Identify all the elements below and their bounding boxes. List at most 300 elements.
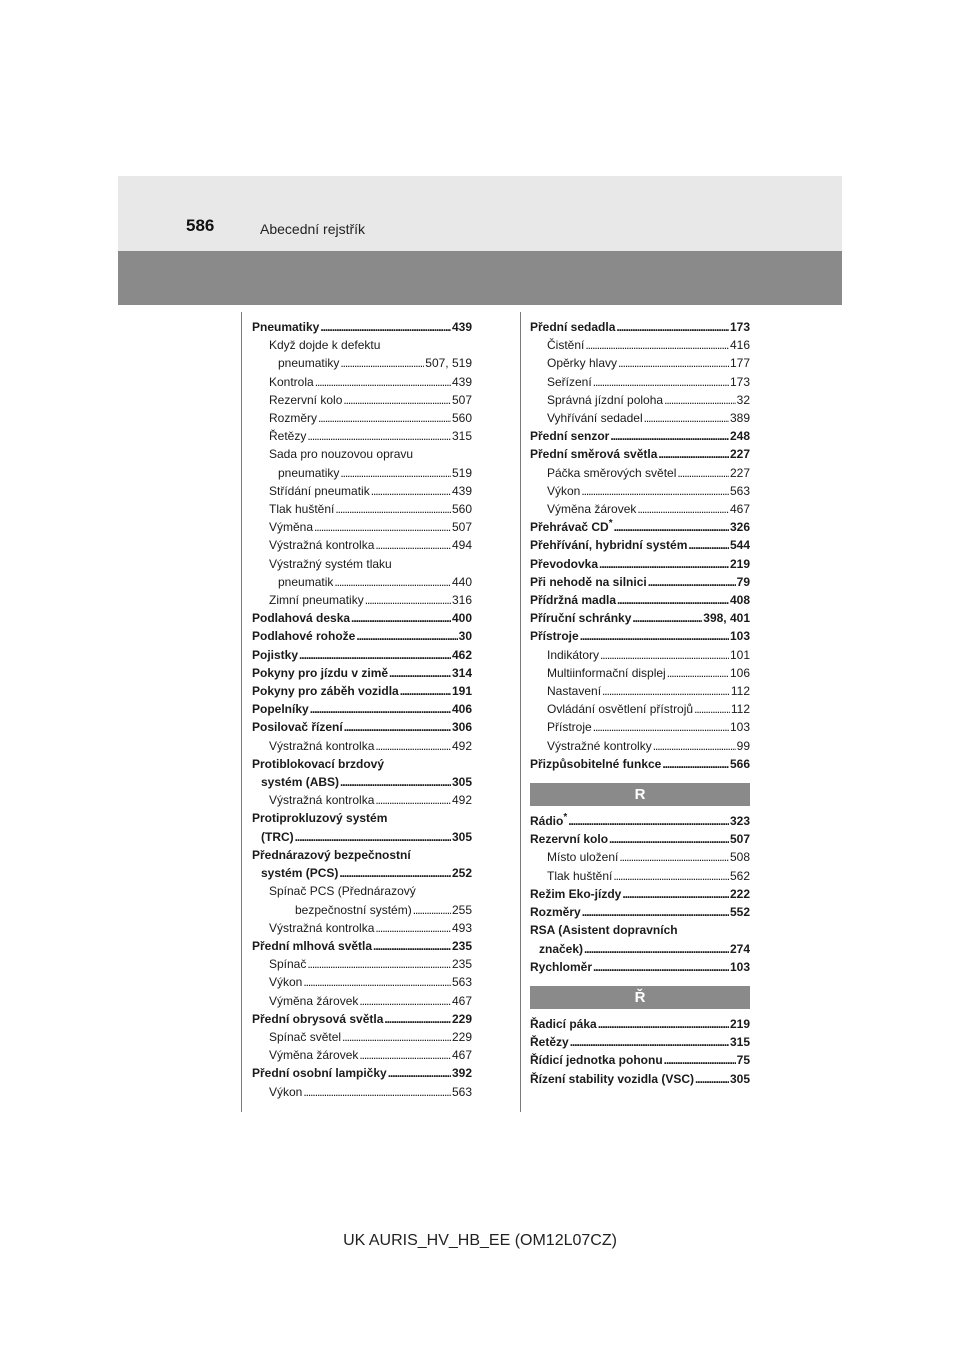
index-entry [252, 609, 472, 627]
page-reference: 252 [451, 866, 472, 881]
page-reference: 326 [729, 520, 750, 535]
entry-label: systém (ABS) [261, 775, 340, 790]
dot-leader [662, 755, 729, 773]
entry-label: Přídržná madla [530, 593, 617, 608]
entry-label: Rozměry [530, 905, 581, 920]
index-column-right [530, 318, 750, 1088]
index-subentry [252, 1028, 472, 1046]
entry-label: Pojistky [252, 647, 299, 662]
page-reference: 566 [729, 756, 750, 771]
index-entry [252, 682, 472, 700]
index-subentry [252, 445, 472, 463]
dot-leader [356, 627, 457, 645]
index-entry [252, 828, 472, 846]
entry-label: Zimní pneumatiky [269, 593, 364, 608]
page-reference: 227 [729, 465, 750, 480]
index-entry [252, 627, 472, 645]
entry-label: Opěrky hlavy [547, 356, 618, 371]
dot-leader [614, 518, 729, 536]
index-subentry [530, 391, 750, 409]
dot-leader [400, 682, 451, 700]
index-subentry [252, 882, 472, 900]
dot-leader [384, 1010, 451, 1028]
entry-label: Páčka směrových světel [547, 465, 677, 480]
page-reference: 112 [730, 684, 750, 699]
index-subentry [252, 354, 472, 372]
dot-leader [632, 609, 702, 627]
section-title: Abecední rejstřík [260, 221, 366, 237]
index-entry [530, 591, 750, 609]
page-reference: 103 [729, 720, 750, 735]
index-subentry [252, 409, 472, 427]
dot-leader [344, 718, 451, 736]
entry-label: značek) [539, 941, 584, 956]
page-reference: 177 [729, 356, 750, 371]
page-reference: 274 [729, 941, 750, 956]
entry-label: Tlak huštění [269, 502, 335, 517]
index-entry [530, 1033, 750, 1051]
dot-leader [413, 901, 451, 919]
dot-leader [335, 500, 451, 518]
dot-leader [602, 682, 730, 700]
index-entry [530, 940, 750, 958]
page-reference: 222 [729, 886, 750, 901]
dot-leader [570, 1033, 729, 1051]
dot-leader [648, 573, 736, 591]
dot-leader [695, 1070, 729, 1088]
page-reference: 235 [451, 938, 472, 953]
page-reference: 400 [451, 611, 472, 626]
index-entry [530, 1015, 750, 1033]
entry-label: Posilovač řízení [252, 720, 343, 735]
page-number: 586 [186, 216, 215, 235]
page-reference: 99 [736, 738, 750, 753]
dot-leader [598, 1015, 729, 1033]
entry-label: Výměna [269, 520, 314, 535]
index-entry [530, 536, 750, 554]
dot-leader [616, 318, 729, 336]
entry-label: Rozměry [269, 411, 318, 426]
index-subentry [530, 867, 750, 885]
index-entry [252, 646, 472, 664]
dot-leader [677, 464, 729, 482]
page-reference: 467 [451, 1048, 472, 1063]
index-entry [530, 1070, 750, 1088]
index-subentry [252, 737, 472, 755]
dot-leader [667, 664, 729, 682]
index-subentry [252, 973, 472, 991]
dot-leader [351, 609, 451, 627]
page-reference: 316 [451, 593, 472, 608]
index-entry [530, 1051, 750, 1069]
page-reference: 492 [451, 738, 472, 753]
dot-leader [375, 791, 451, 809]
dot-leader [315, 373, 451, 391]
page-reference: 229 [451, 1011, 472, 1026]
index-subentry [530, 737, 750, 755]
page-reference: 563 [451, 1084, 472, 1099]
index-entry [530, 518, 750, 536]
page-reference: 101 [729, 647, 750, 662]
dot-leader [314, 518, 451, 536]
index-subentry [530, 700, 750, 718]
page-reference: 508 [729, 850, 750, 865]
entry-label: pneumatik [278, 574, 334, 589]
entry-label: Místo uložení [547, 850, 619, 865]
dot-leader [295, 828, 451, 846]
entry-label: Sada pro nouzovou opravu [269, 447, 414, 462]
dot-leader [568, 812, 729, 830]
letter-section-header: Ř [530, 986, 750, 1009]
entry-label: Řízení stability vozidla (VSC) [530, 1071, 695, 1086]
dot-leader [339, 864, 451, 882]
dot-leader [375, 919, 451, 937]
dot-leader [593, 718, 729, 736]
index-entry [252, 846, 472, 864]
page-reference: 103 [729, 629, 750, 644]
entry-label: Rychloměr [530, 959, 593, 974]
page-reference: 306 [451, 720, 472, 735]
entry-label: Když dojde k defektu [269, 338, 381, 353]
dot-leader [664, 1051, 736, 1069]
entry-label: Přední obrysová světla [252, 1011, 384, 1026]
page-reference: 467 [729, 502, 750, 517]
page-reference: 507, 519 [425, 356, 472, 371]
entry-label: Přehřívání, hybridní systém [530, 538, 688, 553]
dot-leader [664, 391, 736, 409]
index-entry [252, 755, 472, 773]
asterisk-mark: * [608, 518, 613, 530]
index-subentry [252, 391, 472, 409]
dot-leader [581, 482, 729, 500]
entry-label: RSA (Asistent dopravních [530, 923, 678, 938]
dot-leader [359, 1046, 451, 1064]
column-divider-middle [520, 312, 521, 1112]
page-reference: 562 [729, 868, 750, 883]
entry-label: Střídání pneumatik [269, 483, 370, 498]
index-subentry [530, 464, 750, 482]
entry-label: Přední senzor [530, 429, 610, 444]
index-subentry [530, 500, 750, 518]
entry-label: Správná jízdní poloha [547, 392, 664, 407]
entry-label: (TRC) [261, 829, 294, 844]
page-reference: 305 [451, 829, 472, 844]
page-reference: 30 [458, 629, 472, 644]
entry-label: Přístroje [530, 629, 579, 644]
dot-leader [375, 737, 451, 755]
entry-label: Rezervní kolo [530, 832, 609, 847]
index-entry [530, 903, 750, 921]
entry-label: Čistění [547, 338, 585, 353]
entry-label: Výstražné kontrolky [547, 738, 652, 753]
dot-leader [580, 627, 729, 645]
page-reference: 75 [736, 1053, 750, 1068]
dot-leader [299, 646, 451, 664]
entry-label: Přizpůsobitelné funkce [530, 756, 662, 771]
column-divider-left [241, 312, 242, 1112]
entry-label: Výměna žárovek [547, 502, 637, 517]
entry-label: Výstražná kontrolka [269, 538, 375, 553]
page-reference: 398, 401 [703, 611, 750, 626]
index-entry [252, 318, 472, 336]
page-reference: 219 [729, 1016, 750, 1031]
dot-leader [310, 700, 451, 718]
page-reference: 507 [729, 832, 750, 847]
entry-label: Výstražná kontrolka [269, 920, 375, 935]
dot-leader [593, 958, 729, 976]
dot-leader [343, 391, 451, 409]
entry-label: Seřízení [547, 374, 592, 389]
page-reference: 314 [451, 665, 472, 680]
entry-label: Nastavení [547, 684, 602, 699]
index-subentry [252, 955, 472, 973]
entry-label: Příruční schránky [530, 611, 632, 626]
index-subentry [252, 518, 472, 536]
entry-label: Tlak huštění [547, 868, 613, 883]
index-entry [252, 718, 472, 736]
entry-label: systém (PCS) [261, 866, 339, 881]
page-reference: 493 [451, 920, 472, 935]
header-dark-band [118, 251, 842, 305]
entry-label: Výstražná kontrolka [269, 738, 375, 753]
dot-leader [371, 482, 451, 500]
entry-label: Rádio* [530, 812, 568, 829]
dot-leader [373, 937, 451, 955]
dot-leader [584, 940, 729, 958]
index-entry [530, 885, 750, 903]
entry-label: Spínač světel [269, 1029, 342, 1044]
page-reference: 492 [451, 793, 472, 808]
entry-label: Podlahové rohože [252, 629, 356, 644]
index-subentry [252, 500, 472, 518]
index-subentry [252, 992, 472, 1010]
entry-label: Režim Eko-jízdy [530, 886, 622, 901]
dot-leader [619, 848, 729, 866]
page-reference: 439 [451, 320, 472, 334]
page-reference: 563 [451, 975, 472, 990]
index-subentry [252, 464, 472, 482]
index-subentry [252, 555, 472, 573]
dot-leader [637, 500, 729, 518]
page-reference: 323 [729, 814, 750, 829]
dot-leader [644, 409, 729, 427]
entry-label: Výkon [269, 975, 303, 990]
dot-leader [658, 445, 729, 463]
index-subentry [530, 409, 750, 427]
index-subentry [252, 591, 472, 609]
page-reference: 560 [451, 411, 472, 426]
index-entry [530, 427, 750, 445]
index-subentry [530, 373, 750, 391]
index-subentry [252, 482, 472, 500]
asterisk-mark: * [563, 812, 568, 824]
entry-label: Popelníky [252, 702, 309, 717]
index-subentry [252, 919, 472, 937]
entry-label: Při nehodě na silnici [530, 574, 647, 589]
page-reference: 406 [451, 702, 472, 717]
entry-label: Protiprokluzový systém [252, 811, 388, 826]
page-reference: 439 [451, 374, 472, 389]
index-entry [530, 755, 750, 773]
letter-section-header: R [530, 783, 750, 806]
dot-leader [613, 867, 729, 885]
entry-label: Převodovka [530, 556, 599, 571]
entry-label: Kontrola [269, 374, 314, 389]
entry-label: Indikátory [547, 647, 600, 662]
page-reference: 439 [451, 483, 472, 498]
index-subentry [252, 536, 472, 554]
index-entry [530, 445, 750, 463]
index-entry [252, 1064, 472, 1082]
index-subentry [530, 336, 750, 354]
dot-leader [359, 992, 451, 1010]
page-reference: 462 [451, 647, 472, 662]
page-reference: 315 [729, 1035, 750, 1050]
index-entry [252, 773, 472, 791]
entry-label: Přístroje [547, 720, 592, 735]
dot-leader [593, 373, 729, 391]
index-entry [530, 812, 750, 830]
index-subentry [530, 354, 750, 372]
dot-leader [342, 1028, 451, 1046]
index-subentry [252, 427, 472, 445]
dot-leader [688, 536, 729, 554]
dot-leader [340, 354, 424, 372]
entry-label: Řetězy [269, 429, 307, 444]
dot-leader [600, 646, 729, 664]
page-reference: 389 [729, 411, 750, 426]
dot-leader [334, 573, 451, 591]
page-reference: 106 [729, 665, 750, 680]
page-reference: 467 [451, 993, 472, 1008]
entry-label: Řadicí páka [530, 1016, 597, 1031]
dot-leader [303, 1083, 451, 1101]
page-reference: 563 [729, 483, 750, 498]
entry-label: Pokyny pro záběh vozidla [252, 684, 399, 699]
entry-label: pneumatiky [278, 465, 340, 480]
page-reference: 229 [451, 1029, 472, 1044]
entry-label: Pokyny pro jízdu v zimě [252, 665, 389, 680]
entry-label: Přední osobní lampičky [252, 1066, 387, 1081]
page-reference: 305 [451, 775, 472, 790]
index-subentry [252, 336, 472, 354]
index-subentry [252, 373, 472, 391]
entry-label: Multiinformační displej [547, 665, 666, 680]
index-entry [530, 573, 750, 591]
index-subentry [530, 848, 750, 866]
index-entry [252, 937, 472, 955]
index-subentry [530, 718, 750, 736]
page-reference: 173 [729, 320, 750, 334]
entry-label: Výměna žárovek [269, 1048, 359, 1063]
index-subentry [530, 482, 750, 500]
dot-leader [585, 336, 729, 354]
page-reference: 408 [729, 593, 750, 608]
index-entry [530, 921, 750, 939]
index-subentry [252, 1046, 472, 1064]
page-reference: 392 [451, 1066, 472, 1081]
page-reference: 255 [451, 902, 472, 917]
entry-label: Výkon [269, 1084, 303, 1099]
index-entry [530, 318, 750, 336]
page-reference: 544 [729, 538, 750, 553]
page-reference: 79 [736, 574, 750, 589]
page-reference: 416 [729, 338, 750, 353]
entry-label: Přednárazový bezpečnostní [252, 847, 411, 862]
dot-leader [582, 903, 729, 921]
page-reference: 507 [451, 392, 472, 407]
dot-leader [303, 973, 451, 991]
entry-label: Pneumatiky [252, 320, 320, 334]
index-entry [252, 700, 472, 718]
page-reference: 173 [729, 374, 750, 389]
dot-leader [389, 664, 451, 682]
entry-label: Výstražný systém tlaku [269, 556, 392, 571]
page-reference: 191 [451, 684, 472, 699]
dot-leader [617, 591, 729, 609]
dot-leader [609, 830, 729, 848]
index-entry [530, 830, 750, 848]
entry-label: Přední mlhová světla [252, 938, 373, 953]
entry-label: Výstražná kontrolka [269, 793, 375, 808]
page-reference: 235 [451, 957, 472, 972]
page-reference: 227 [729, 447, 750, 462]
entry-label: pneumatiky [278, 356, 340, 371]
page-reference: 219 [729, 556, 750, 571]
page-reference: 494 [451, 538, 472, 553]
dot-leader [610, 427, 729, 445]
entry-label: Řetězy [530, 1035, 569, 1050]
dot-leader [365, 591, 451, 609]
dot-leader [340, 773, 451, 791]
index-entry [252, 864, 472, 882]
dot-leader [318, 409, 451, 427]
index-subentry [252, 901, 472, 919]
page-reference: 112 [730, 702, 750, 717]
index-entry [252, 809, 472, 827]
dot-leader [375, 536, 451, 554]
dot-leader [388, 1064, 451, 1082]
index-entry [252, 1010, 472, 1028]
entry-label: Ovládání osvětlení přístrojů [547, 702, 694, 717]
dot-leader [653, 737, 736, 755]
dot-leader [320, 318, 451, 336]
index-entry [530, 609, 750, 627]
entry-label: Přehrávač CD* [530, 518, 613, 535]
page-reference: 305 [729, 1071, 750, 1086]
index-entry [530, 627, 750, 645]
index-subentry [252, 573, 472, 591]
page-reference: 103 [729, 959, 750, 974]
index-subentry [530, 682, 750, 700]
dot-leader [694, 700, 730, 718]
entry-label: Přední sedadla [530, 320, 616, 334]
entry-label: Výměna žárovek [269, 993, 359, 1008]
dot-leader [340, 464, 451, 482]
page-reference: 440 [451, 574, 472, 589]
entry-label: Výkon [547, 483, 581, 498]
index-column-left [252, 318, 472, 1101]
page-reference: 248 [729, 429, 750, 444]
dot-leader [307, 427, 451, 445]
dot-leader [307, 955, 451, 973]
page-reference: 519 [451, 465, 472, 480]
index-subentry [530, 646, 750, 664]
header-band [118, 176, 842, 251]
index-subentry [252, 791, 472, 809]
entry-label: Vyhřívání sedadel [547, 411, 643, 426]
entry-label: Protiblokovací brzdový [252, 756, 385, 771]
